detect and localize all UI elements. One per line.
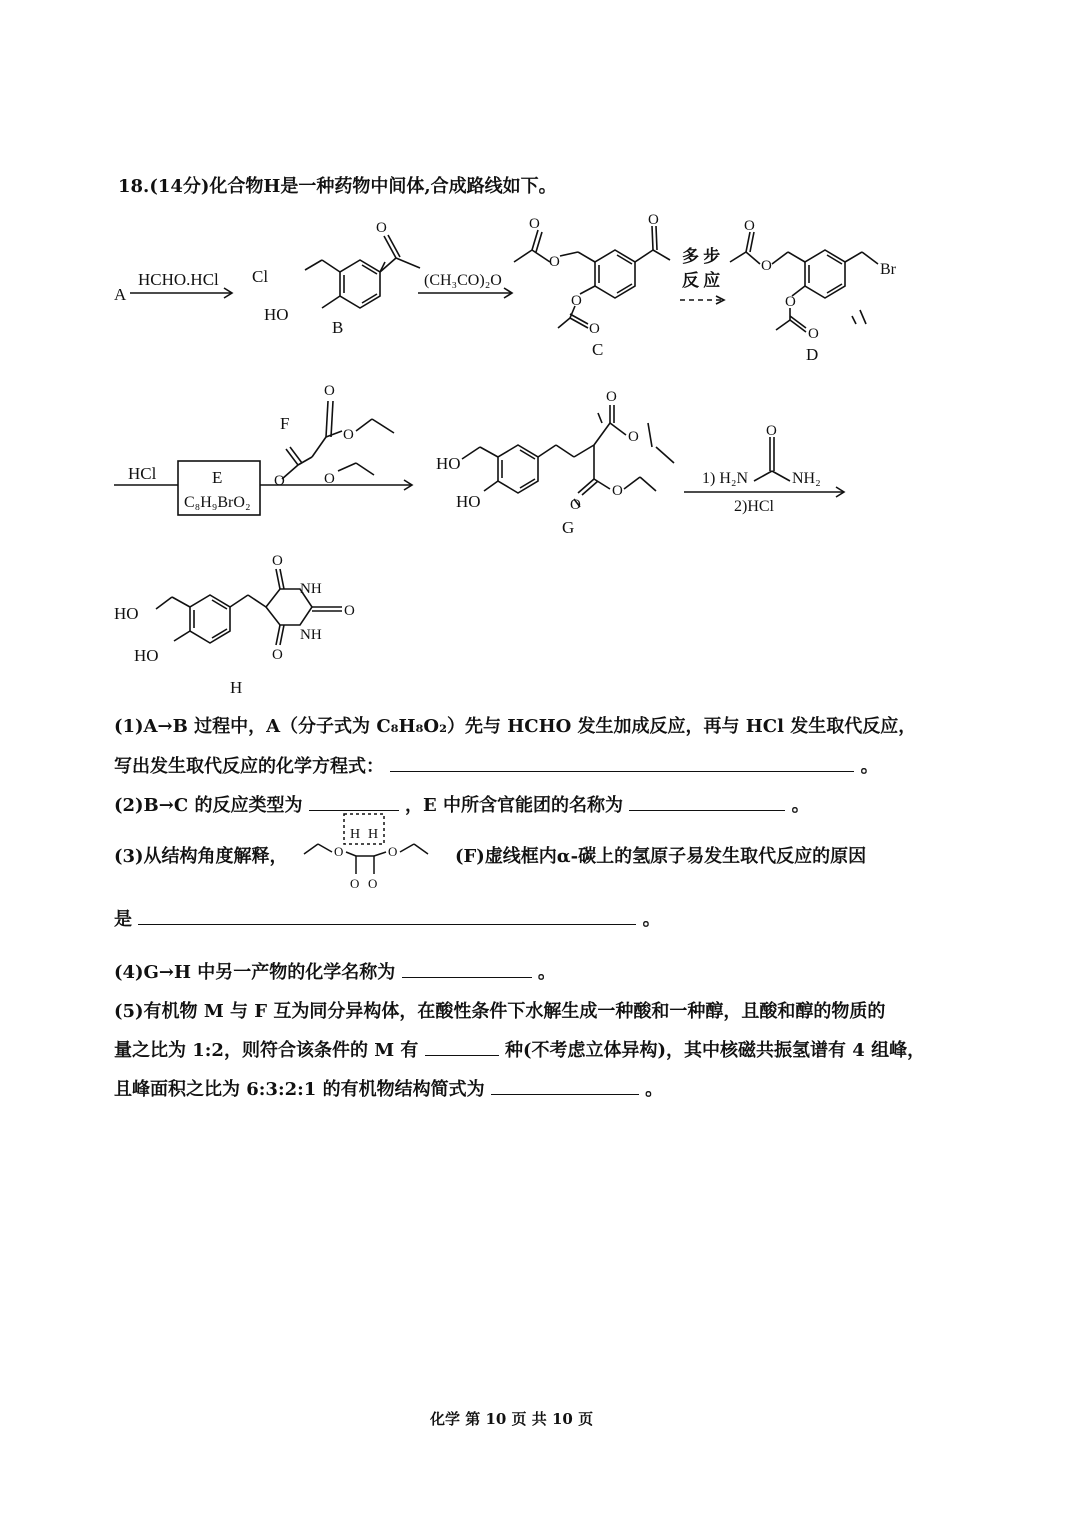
part2-b: ，E 中所含官能团的名称为	[405, 795, 624, 816]
end-mark-5: 。	[645, 1079, 664, 1100]
atom-o-urea: O	[766, 423, 777, 439]
atom-ho-h1: HO	[114, 604, 139, 623]
atom-ho-h2: HO	[134, 646, 159, 665]
multi-step-line2: 反 应	[682, 271, 721, 290]
atom-br: Br	[880, 261, 896, 278]
question-header: 18.(14分)化合物H是一种药物中间体,合成路线如下。	[118, 176, 557, 197]
page-footer: 化学 第 10 页 共 10 页	[430, 1410, 594, 1428]
atom-nh-1: NH	[300, 581, 322, 597]
atom-o-b: O	[376, 220, 387, 236]
atom-cl: Cl	[252, 267, 269, 286]
label-F: F	[280, 414, 290, 433]
atom-o-h2: O	[272, 647, 283, 663]
atom-o-g4: O	[612, 483, 623, 499]
atom-nh-2: NH	[300, 627, 322, 643]
label-G: G	[562, 518, 575, 537]
reagent-urea-nh2: NH₂	[792, 470, 821, 487]
end-mark-3: 。	[642, 909, 661, 930]
part5-line2b: 种(不考虑立体异构)，其中核磁共振氢谱有 4 组峰，	[504, 1040, 926, 1061]
answer-blank-2b[interactable]	[629, 809, 785, 811]
atom-ho-g1: HO	[436, 454, 461, 473]
reagent-hcho-hcl: HCHO.HCl	[138, 270, 219, 289]
reagent-urea-1: 1) H₂N	[702, 470, 749, 487]
reagent-hcl: HCl	[128, 464, 157, 483]
label-C: C	[592, 340, 604, 359]
atom-ho-g2: HO	[456, 492, 481, 511]
atom-o-f2: O	[343, 427, 354, 443]
atom-o-d3: O	[785, 294, 796, 310]
atom-o-c3: O	[571, 293, 582, 309]
part3-c: 是	[114, 909, 132, 930]
part3-a: (3)从结构角度解释，	[114, 846, 288, 867]
atom-o-f3: O	[274, 473, 285, 489]
answer-blank-4[interactable]	[402, 976, 532, 978]
scheme-row-3	[100, 545, 400, 705]
label-H: H	[230, 678, 243, 697]
box-label-E: E	[212, 468, 223, 487]
answer-blank-5a[interactable]	[425, 1054, 499, 1056]
reagent-hcl-2: 2)HCl	[734, 498, 774, 515]
reagent-acetic-anhydride: (CH₃CO)₂O	[424, 272, 502, 289]
part1-line1: (1)A→B 过程中，A（分子式为 C₈H₈O₂）先与 HCHO 发生加成反应，再与 HCl 发生取代反应，	[114, 716, 917, 737]
atom-o-f4: O	[324, 471, 335, 487]
box-formula-E: C₈H₉BrO₂	[184, 494, 251, 511]
part2-a: (2)B→C 的反应类型为	[114, 795, 303, 816]
atom-o-d4: O	[808, 326, 819, 342]
end-mark-2: 。	[791, 795, 810, 816]
answer-blank-1[interactable]	[390, 770, 854, 772]
malonate-h1: H	[350, 827, 361, 842]
atom-o-g1: O	[606, 389, 617, 405]
malonate-h2: H	[368, 827, 379, 842]
part3-b: (F)虚线框内α-碳上的氢原子易发生取代反应的原因	[455, 846, 867, 867]
label-B: B	[332, 318, 344, 337]
part5-line3: 且峰面积之比为 6:3:2:1 的有机物结构简式为	[114, 1079, 485, 1100]
atom-o-c2: O	[549, 254, 560, 270]
malonate-o2: O	[388, 844, 398, 859]
atom-ho-b: HO	[264, 305, 289, 324]
malonate-o1: O	[334, 844, 344, 859]
scheme-row-2	[100, 375, 860, 545]
atom-o-f1: O	[324, 383, 335, 399]
malonate-diagram	[300, 808, 450, 894]
end-mark-1: 。	[860, 756, 879, 777]
atom-o-g3: O	[570, 497, 581, 513]
atom-o-h3: O	[344, 603, 355, 619]
atom-o-d2: O	[761, 258, 772, 274]
label-D: D	[806, 345, 819, 364]
atom-o-h1: O	[272, 553, 283, 569]
atom-o-g2: O	[628, 429, 639, 445]
answer-blank-3[interactable]	[138, 923, 636, 925]
part4: (4)G→H 中另一产物的化学名称为	[114, 962, 396, 983]
part5-line1: (5)有机物 M 与 F 互为同分异构体，在酸性条件下水解生成一种酸和一种醇，且酸和醇的物质的	[114, 1001, 886, 1022]
atom-o-c5: O	[648, 212, 659, 228]
malonate-o3: O	[350, 876, 360, 891]
atom-o-d1: O	[744, 218, 755, 234]
scheme-row-1	[100, 200, 960, 370]
atom-o-c4: O	[589, 321, 600, 337]
answer-blank-5b[interactable]	[491, 1093, 639, 1095]
part5-line2a: 量之比为 1:2，则符合该条件的 M 有	[114, 1040, 419, 1061]
atom-o-c1: O	[529, 216, 540, 232]
multi-step-line1: 多 步	[682, 247, 721, 266]
part1-line2: 写出发生取代反应的化学方程式：	[114, 756, 384, 777]
end-mark-4: 。	[537, 962, 556, 983]
malonate-o4: O	[368, 876, 378, 891]
label-A: A	[114, 285, 127, 304]
